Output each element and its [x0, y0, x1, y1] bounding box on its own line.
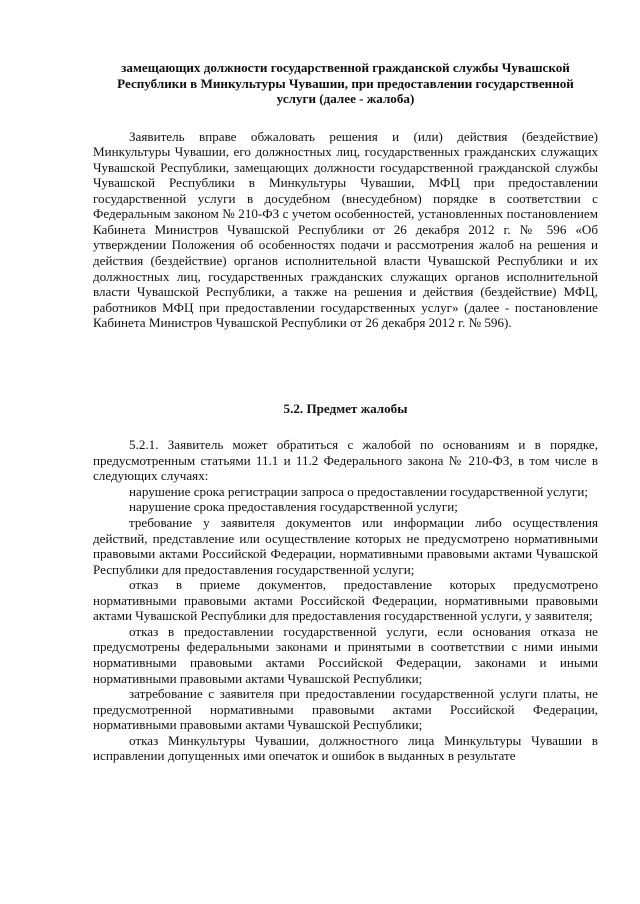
intro-heading: замещающих должности государственной гражданской службы Чувашской Республики в Минкультуры Чувашии, при предоставлении государственной услуги (далее - жалоба) — [117, 60, 574, 107]
section-title: 5.2. Предмет жалобы — [283, 400, 408, 416]
section-paragraph-2: нарушение срока регистрации запроса о предоставлении государственной услуги; — [129, 483, 589, 499]
section-paragraph-6: отказ в предоставлении государственной услуги, если основания отказа не предусмотрены федеральными законами и принятыми в соответствии с ними иными нормативными правовыми актами Российской Федерации, законами и иными нормативными правовыми актами Чувашской Республики; — [93, 623, 598, 686]
section-body — [93, 437, 598, 763]
section-paragraph-1: 5.2.1. Заявитель может обратиться с жалобой по основаниям и в порядке, предусмотренным статьями 11.1 и 11.2 Федерального закона № 210-ФЗ, в том числе в следующих случаях: — [93, 437, 598, 484]
intro-paragraph: Заявитель вправе обжаловать решения и (или) действия (бездействие) Минкультуры Чувашии, его должностных лиц, государственных гражданских служащих Чувашской Республики, замещающих должности государственной гражданской службы Чувашской Республики в Минкультуры Чувашии, МФЦ при предоставлении государственной услуги в досудебном (внесудебном) порядке в соответствии с Федеральным законом № 210-ФЗ с учетом особенностей, установленных постановлением Кабинета Министров Чувашской Республики от 26 декабря 2012 г. № 596 «Об утверждении Положения об особенностях подачи и рассмотрения жалоб на решения и действия (бездействие) органов исполнительной власти Чувашской Республики и их должностных лиц, государственных гражданских служащих органов исполнительной власти Чувашской Республики, а также на решения и действия (бездействие) МФЦ, работников МФЦ при предоставлении государственных услуг» (далее - постановление Кабинета Министров Чувашской Республики от 26 декабря 2012 г. № 596). — [93, 128, 598, 331]
section-paragraph-3: нарушение срока предоставления государственной услуги; — [129, 499, 458, 515]
section-paragraph-7: затребование с заявителя при предоставлении государственной услуги платы, не предусмотренной нормативными правовыми актами Российской Федерации, нормативными правовыми актами Чувашской Республики; — [93, 686, 598, 733]
section-paragraph-4: требование у заявителя документов или информации либо осуществления действий, представление или осуществление которых не предусмотрено нормативными правовыми актами Российской Федерации, нормативными правовыми актами Чувашской Республики для предоставления государственной услуги; — [93, 515, 598, 577]
document-page — [93, 60, 598, 764]
section-paragraph-5: отказ в приеме документов, предоставление которых предусмотрено нормативными правовыми актами Российской Федерации, нормативными правовыми актами Чувашской Республики для предоставления государственной услуги, у заявителя; — [93, 577, 598, 624]
section-paragraph-8: отказ Минкультуры Чувашии, должностного лица Минкультуры Чувашии в исправлении допущенных ими опечаток и ошибок в выданных в результате — [93, 732, 598, 764]
